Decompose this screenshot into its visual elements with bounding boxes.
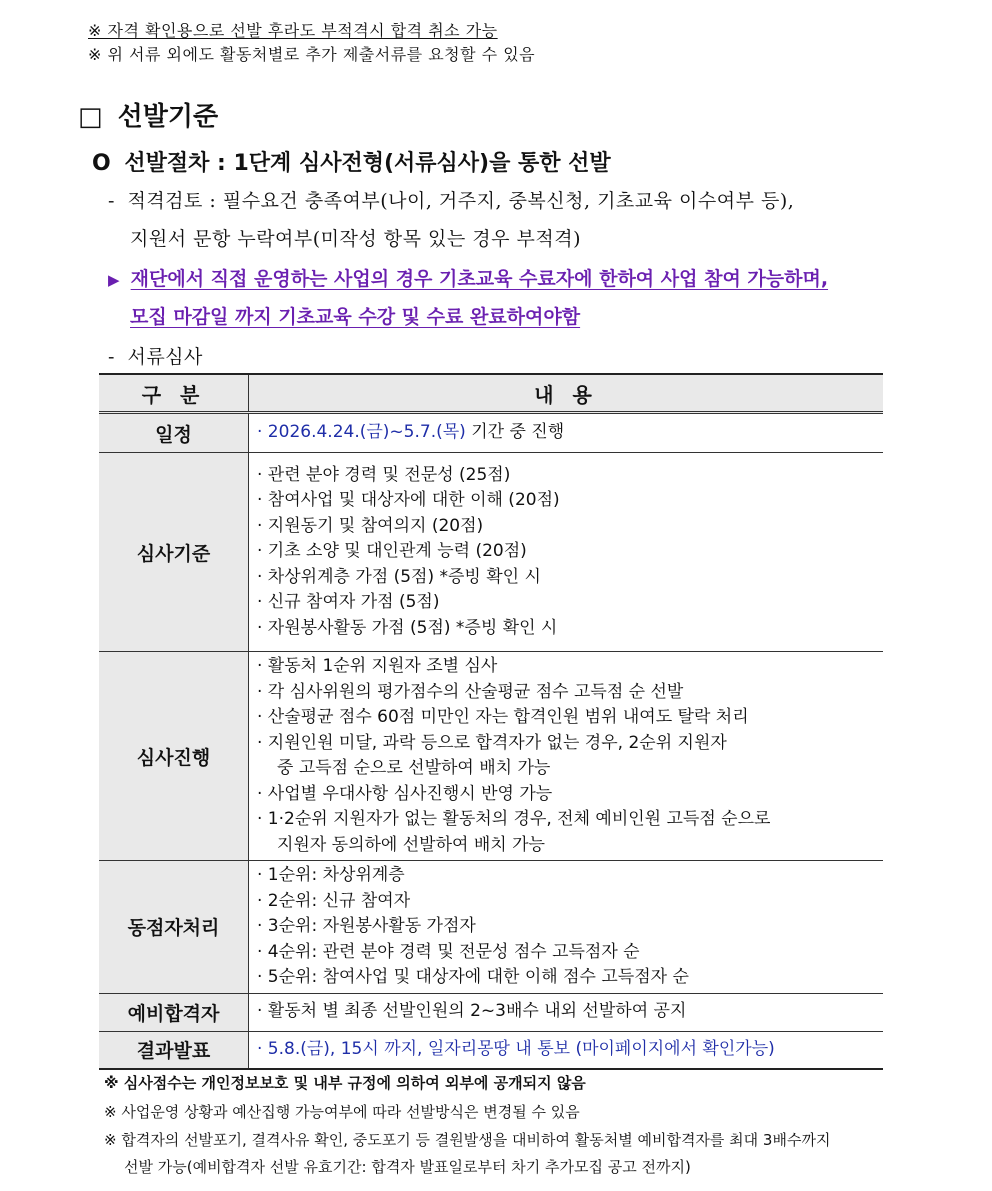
- highlight-text-1: 재단에서 직접 운영하는 사업의 경우 기초교육 수료자에 한하여 사업 참여 가능하며,: [130, 268, 829, 290]
- row-label-criteria: 심사기준: [99, 453, 249, 652]
- list-item: · 지원인원 미달, 과락 등으로 합격자가 없는 경우, 2순위 지원자: [257, 732, 727, 753]
- table-row-reserve: [99, 993, 883, 1031]
- note-reserve-line-2: 선발 가능(예비합격자 선발 유효기간: 합격자 발표일로부터 차기 추가모집 공고 전까지): [124, 1158, 691, 1176]
- note-method-change: ※ 사업운영 상황과 예산집행 가능여부에 따라 선발방식은 변경될 수 있음: [104, 1103, 580, 1121]
- list-item-continued: 지원자 동의하에 선발하여 배치 가능: [277, 834, 545, 855]
- list-item: · 신규 참여자 가점 (5점): [257, 592, 440, 613]
- triangle-right-icon: ▶: [108, 271, 120, 289]
- row-value-reserve: · 활동처 별 최종 선발인원의 2~3배수 내외 선발하여 공지: [249, 993, 884, 1031]
- list-item: · 관련 분야 경력 및 전문성 (25점): [257, 464, 511, 485]
- row-value-schedule: [249, 413, 884, 453]
- table-row-schedule: [99, 413, 883, 453]
- list-item: · 기초 소양 및 대인관계 능력 (20점): [257, 541, 527, 562]
- highlight-line-1: [108, 264, 828, 291]
- doc-review-text: 서류심사: [127, 346, 203, 368]
- eligibility-text-1: 적격검토 : 필수요건 충족여부(나이, 거주지, 중복신청, 기초교육 이수여부 등),: [127, 190, 795, 212]
- subsection-marker: O: [92, 151, 111, 176]
- row-value-process: [249, 652, 884, 861]
- note-score-confidential: ※ 심사점수는 개인정보보호 및 내부 규정에 의하여 외부에 공개되지 않음: [104, 1074, 586, 1092]
- table-header-row: [99, 374, 883, 413]
- note-disqualification: ※ 자격 확인용으로 선발 후라도 부적격시 합격 취소 가능: [88, 21, 498, 40]
- note-reserve-line-1: ※ 합격자의 선발포기, 결격사유 확인, 중도포기 등 결원발생을 대비하여 활동처별 예비합격자를 최대 3배수까지: [104, 1131, 831, 1149]
- eligibility-line-2: 지원서 문항 누락여부(미작성 항목 있는 경우 부적격): [130, 228, 581, 250]
- list-item: · 각 심사위원의 평가점수의 산술평균 점수 고득점 순 선발: [257, 681, 684, 702]
- section-title: 선발기준: [117, 102, 219, 132]
- list-item: · 자원봉사활동 가점 (5점) *증빙 확인 시: [257, 617, 558, 638]
- list-item: · 5순위: 참여사업 및 대상자에 대한 이해 점수 고득점자 순: [257, 967, 689, 987]
- note-additional-documents: ※ 위 서류 외에도 활동처별로 추가 제출서류를 요청할 수 있음: [88, 45, 536, 64]
- eligibility-line-1: [108, 186, 794, 213]
- schedule-rest: 기간 중 진행: [465, 422, 565, 443]
- row-label-tie: 동점자처리: [99, 861, 249, 994]
- section-marker: □: [78, 102, 103, 132]
- table-row-criteria: [99, 453, 883, 652]
- selection-criteria-table: [99, 373, 883, 1070]
- table-row-result: [99, 1031, 883, 1069]
- list-item: · 3순위: 자원봉사활동 가점자: [257, 916, 476, 936]
- list-item: · 1·2순위 지원자가 없는 활동처의 경우, 전체 예비인원 고득점 순으로: [257, 809, 771, 829]
- eligibility-dash: -: [108, 190, 115, 212]
- row-label-reserve: 예비합격자: [99, 993, 249, 1031]
- row-label-result: 결과발표: [99, 1031, 249, 1069]
- row-label-schedule: 일정: [99, 413, 249, 453]
- row-value-result: · 5.8.(금), 15시 까지, 일자리몽땅 내 통보 (마이페이지에서 확인가능): [249, 1031, 884, 1069]
- doc-review-dash: -: [108, 346, 115, 368]
- subsection-heading: [92, 146, 611, 177]
- list-item: · 참여사업 및 대상자에 대한 이해 (20점): [257, 490, 560, 511]
- table-row-process: [99, 652, 883, 861]
- list-item-continued: 중 고득점 순으로 선발하여 배치 가능: [277, 758, 551, 778]
- list-item: · 1순위: 차상위계층: [257, 865, 405, 885]
- row-value-tie: [249, 861, 884, 994]
- list-item: · 사업별 우대사항 심사진행시 반영 가능: [257, 783, 553, 804]
- list-item: · 4순위: 관련 분야 경력 및 전문성 점수 고득점자 순: [257, 941, 640, 962]
- list-item: · 차상위계층 가점 (5점) *증빙 확인 시: [257, 566, 541, 587]
- list-item: · 지원동기 및 참여의지 (20점): [257, 515, 484, 536]
- list-item: · 산술평균 점수 60점 미만인 자는 합격인원 범위 내여도 탈락 처리: [257, 707, 749, 727]
- row-label-process: 심사진행: [99, 652, 249, 861]
- section-heading: [78, 96, 218, 133]
- list-item: · 2순위: 신규 참여자: [257, 890, 411, 911]
- row-value-criteria: [249, 453, 884, 652]
- list-item: · 활동처 1순위 지원자 조별 심사: [257, 656, 498, 676]
- header-content: 내 용: [249, 374, 884, 413]
- subsection-title: 선발절차 : 1단계 심사전형(서류심사)을 통한 선발: [124, 151, 611, 176]
- doc-review-label: [108, 342, 203, 369]
- header-category: 구 분: [99, 374, 249, 413]
- table-row-tie: [99, 861, 883, 994]
- highlight-text-2: 모집 마감일 까지 기초교육 수강 및 수료 완료하여야함: [130, 306, 581, 328]
- schedule-date: · 2026.4.24.(금)~5.7.(목): [257, 422, 466, 443]
